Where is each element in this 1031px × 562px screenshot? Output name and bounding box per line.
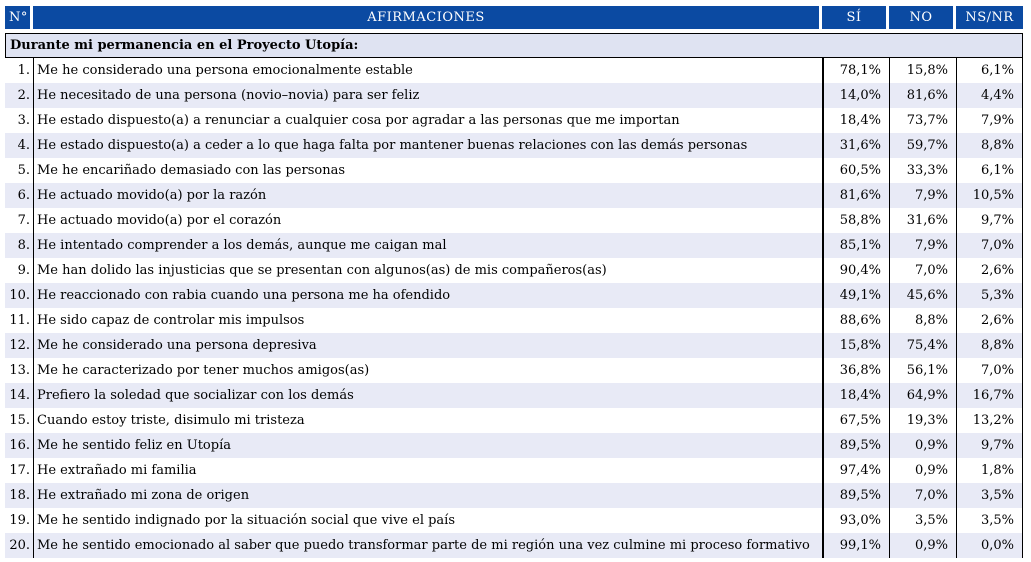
row-statement: Me he considerado una persona depresiva	[33, 333, 822, 358]
row-statement: He estado dispuesto(a) a ceder a lo que haga falta por mantener buenas relaciones con las demás personas	[33, 133, 822, 158]
row-no-value: 7,9%	[889, 183, 956, 208]
row-nsnr-value: 6,1%	[956, 58, 1023, 83]
table-row	[5, 83, 1023, 108]
row-yes-value: 60,5%	[822, 158, 889, 183]
row-nsnr-value: 0,0%	[956, 533, 1023, 558]
row-number: 11.	[9, 313, 30, 328]
row-statement: Me he sentido indignado por la situación social que vive el país	[33, 508, 822, 533]
table-row	[5, 108, 1023, 133]
row-nsnr-value: 9,7%	[956, 208, 1023, 233]
row-yes-value: 89,5%	[822, 483, 889, 508]
row-nsnr-value: 16,7%	[956, 383, 1023, 408]
row-yes-value: 15,8%	[822, 333, 889, 358]
row-nsnr-value: 7,0%	[956, 233, 1023, 258]
row-number: 16.	[5, 433, 33, 458]
row-yes-value: 49,1%	[822, 283, 889, 308]
row-nsnr-value: 9,7%	[956, 433, 1023, 458]
table-row	[5, 233, 1023, 258]
table-row	[5, 508, 1023, 533]
row-statement: He necesitado de una persona (novio–novia) para ser feliz	[33, 83, 822, 108]
survey-table	[5, 6, 1023, 558]
row-statement: Me han dolido las injusticias que se presentan con algunos(as) de mis compañeros(as)	[33, 258, 822, 283]
row-nsnr-value: 2,6%	[956, 258, 1023, 283]
row-no-value: 33,3%	[889, 158, 956, 183]
row-yes-value: 85,1%	[822, 233, 889, 258]
row-statement: Me he considerado una persona emocionalmente estable	[33, 58, 822, 83]
row-yes-value: 36,8%	[822, 358, 889, 383]
row-number: 10.	[5, 283, 33, 308]
row-yes-value: 89,5%	[822, 433, 889, 458]
row-yes-value: 14,0%	[822, 83, 889, 108]
row-number: 15.	[9, 413, 30, 428]
row-statement: He intentado comprender a los demás, aunque me caigan mal	[33, 233, 822, 258]
row-nsnr-value: 8,8%	[956, 133, 1023, 158]
row-nsnr-value: 5,3%	[956, 283, 1023, 308]
row-statement: Me he sentido feliz en Utopía	[33, 433, 822, 458]
table-header	[5, 6, 1023, 31]
row-statement: He reaccionado con rabia cuando una persona me ha ofendido	[33, 283, 822, 308]
row-number: 13.	[9, 363, 30, 378]
row-no-value: 59,7%	[889, 133, 956, 158]
row-number: 17.	[9, 463, 30, 478]
row-no-value: 19,3%	[889, 408, 956, 433]
table-row	[5, 258, 1023, 283]
row-yes-value: 88,6%	[822, 308, 889, 333]
row-yes-value: 78,1%	[822, 58, 889, 83]
row-nsnr-value: 13,2%	[956, 408, 1023, 433]
table-body	[5, 58, 1023, 558]
row-no-value: 81,6%	[889, 83, 956, 108]
row-nsnr-value: 8,8%	[956, 333, 1023, 358]
header-no: NO	[889, 6, 956, 29]
row-nsnr-value: 3,5%	[956, 508, 1023, 533]
row-nsnr-value: 10,5%	[956, 183, 1023, 208]
row-number: 5.	[17, 163, 30, 178]
row-no-value: 7,9%	[889, 233, 956, 258]
row-yes-value: 81,6%	[822, 183, 889, 208]
row-yes-value: 67,5%	[822, 408, 889, 433]
row-statement: He actuado movido(a) por el corazón	[33, 208, 822, 233]
row-statement: He estado dispuesto(a) a renunciar a cualquier cosa por agradar a las personas que me importan	[33, 108, 822, 133]
row-number: 12.	[5, 333, 33, 358]
row-statement: Me he caracterizado por tener muchos amigos(as)	[33, 358, 822, 383]
row-no-value: 0,9%	[889, 533, 956, 558]
row-statement: Me he sentido emocionado al saber que puedo transformar parte de mi región una vez culmine mi proceso formativo	[33, 533, 822, 558]
row-number: 1.	[17, 63, 30, 78]
table-row	[5, 308, 1023, 333]
row-no-value: 75,4%	[889, 333, 956, 358]
row-no-value: 31,6%	[889, 208, 956, 233]
header-statements: AFIRMACIONES	[33, 6, 822, 29]
row-yes-value: 97,4%	[822, 458, 889, 483]
row-nsnr-value: 7,0%	[956, 358, 1023, 383]
row-number: 3.	[17, 113, 30, 128]
table-row	[5, 133, 1023, 158]
row-no-value: 0,9%	[889, 458, 956, 483]
row-nsnr-value: 2,6%	[956, 308, 1023, 333]
row-no-value: 64,9%	[889, 383, 956, 408]
table-row	[5, 533, 1023, 558]
row-statement: He actuado movido(a) por la razón	[33, 183, 822, 208]
table-row	[5, 158, 1023, 183]
row-number: 4.	[5, 133, 33, 158]
row-number: 9.	[17, 263, 30, 278]
row-no-value: 56,1%	[889, 358, 956, 383]
row-number: 19.	[9, 513, 30, 528]
row-no-value: 45,6%	[889, 283, 956, 308]
row-statement: Me he encariñado demasiado con las personas	[33, 158, 822, 183]
row-nsnr-value: 4,4%	[956, 83, 1023, 108]
row-number: 20.	[5, 533, 33, 558]
row-no-value: 7,0%	[889, 483, 956, 508]
row-yes-value: 58,8%	[822, 208, 889, 233]
row-no-value: 8,8%	[889, 308, 956, 333]
table-row	[5, 208, 1023, 233]
row-statement: He extrañado mi familia	[33, 458, 822, 483]
row-no-value: 73,7%	[889, 108, 956, 133]
table-row	[5, 433, 1023, 458]
row-yes-value: 31,6%	[822, 133, 889, 158]
table-row	[5, 458, 1023, 483]
table-row	[5, 358, 1023, 383]
row-yes-value: 18,4%	[822, 108, 889, 133]
row-statement: Prefiero la soledad que socializar con los demás	[33, 383, 822, 408]
table-row	[5, 58, 1023, 83]
row-statement: Cuando estoy triste, disimulo mi tristeza	[33, 408, 822, 433]
row-number: 2.	[5, 83, 33, 108]
row-yes-value: 90,4%	[822, 258, 889, 283]
table-row	[5, 408, 1023, 433]
row-no-value: 3,5%	[889, 508, 956, 533]
section-title: Durante mi permanencia en el Proyecto Utopía:	[5, 33, 1023, 58]
row-no-value: 7,0%	[889, 258, 956, 283]
table-row	[5, 333, 1023, 358]
table-row	[5, 183, 1023, 208]
row-no-value: 0,9%	[889, 433, 956, 458]
table-row	[5, 483, 1023, 508]
row-number: 6.	[5, 183, 33, 208]
row-statement: He extrañado mi zona de origen	[33, 483, 822, 508]
row-nsnr-value: 3,5%	[956, 483, 1023, 508]
row-statement: He sido capaz de controlar mis impulsos	[33, 308, 822, 333]
row-yes-value: 93,0%	[822, 508, 889, 533]
row-yes-value: 18,4%	[822, 383, 889, 408]
row-number: 8.	[5, 233, 33, 258]
row-nsnr-value: 6,1%	[956, 158, 1023, 183]
table-row	[5, 383, 1023, 408]
row-number: 18.	[5, 483, 33, 508]
table-row	[5, 283, 1023, 308]
row-number: 14.	[5, 383, 33, 408]
row-yes-value: 99,1%	[822, 533, 889, 558]
header-number: N°	[5, 6, 33, 29]
row-nsnr-value: 7,9%	[956, 108, 1023, 133]
row-no-value: 15,8%	[889, 58, 956, 83]
row-nsnr-value: 1,8%	[956, 458, 1023, 483]
header-yes: SÍ	[822, 6, 889, 29]
row-number: 7.	[17, 213, 30, 228]
header-nsnr: NS/NR	[956, 6, 1023, 29]
